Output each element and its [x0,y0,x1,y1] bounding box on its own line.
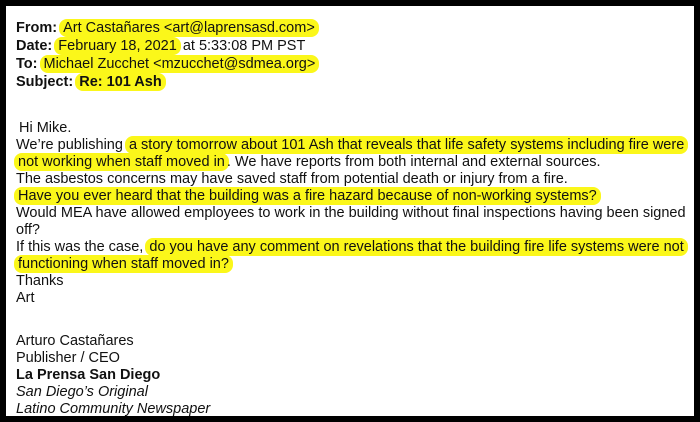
p1-tail: . We have reports from both internal and external sources. [226,154,601,170]
signature-tagline-2 [16,401,210,416]
subject-row [16,74,164,91]
subject-value: Re: 101 Ash [75,73,165,91]
signature-name: Arturo Castañares [16,333,134,349]
p5-lead: If this was the case, [16,239,144,255]
subject-label: Subject: [16,74,74,90]
p1-lead: We’re publishing [16,137,123,153]
signature-tagline-1 [16,384,148,401]
body-line-5: Would MEA have allowed employees to work in the building without final inspections having been signed [16,205,686,221]
to-row [16,56,317,73]
body-line-1 [16,137,686,154]
body-line-4 [16,188,599,205]
date-time: at 5:33:08 PM PST [182,38,306,54]
greeting: Hi Mike. [19,120,72,136]
to-value: Michael Zucchet <mzucchet@sdmea.org> [40,55,320,73]
to-label: To: [16,56,38,72]
p1-highlight-2: not working when staff moved in [14,153,229,171]
body-line-2 [16,154,601,171]
p1-highlight-1: a story tomorrow about 101 Ash that reveals that life safety systems including fire were [125,136,688,154]
email-document [6,6,694,416]
p5-highlight-1: do you have any comment on revelations that the building fire life systems were not [145,238,687,256]
closing: Thanks [16,273,64,289]
p5-highlight-2: functioning when staff moved in? [14,255,233,273]
date-row [16,38,305,55]
body-line-7 [16,239,686,256]
body-line-6: off? [16,222,40,238]
signature-org-name: La Prensa San Diego [16,367,161,383]
closing-name: Art [16,290,35,306]
p3-highlight: Have you ever heard that the building was a fire hazard because of non-working systems? [14,187,601,205]
from-label: From: [16,20,58,36]
signature-org [16,367,160,384]
body-line-3: The asbestos concerns may have saved staff from potential death or injury from a fire. [16,171,568,187]
tagline-1-text: San Diego’s Original [16,384,148,400]
tagline-2-text: Latino Community Newspaper [16,401,211,416]
signature-title: Publisher / CEO [16,350,120,366]
date-value: February 18, 2021 [54,37,181,55]
from-value: Art Castañares <art@laprensasd.com> [59,19,319,37]
date-label: Date: [16,38,53,54]
from-row [16,20,317,37]
body-line-8 [16,256,231,273]
